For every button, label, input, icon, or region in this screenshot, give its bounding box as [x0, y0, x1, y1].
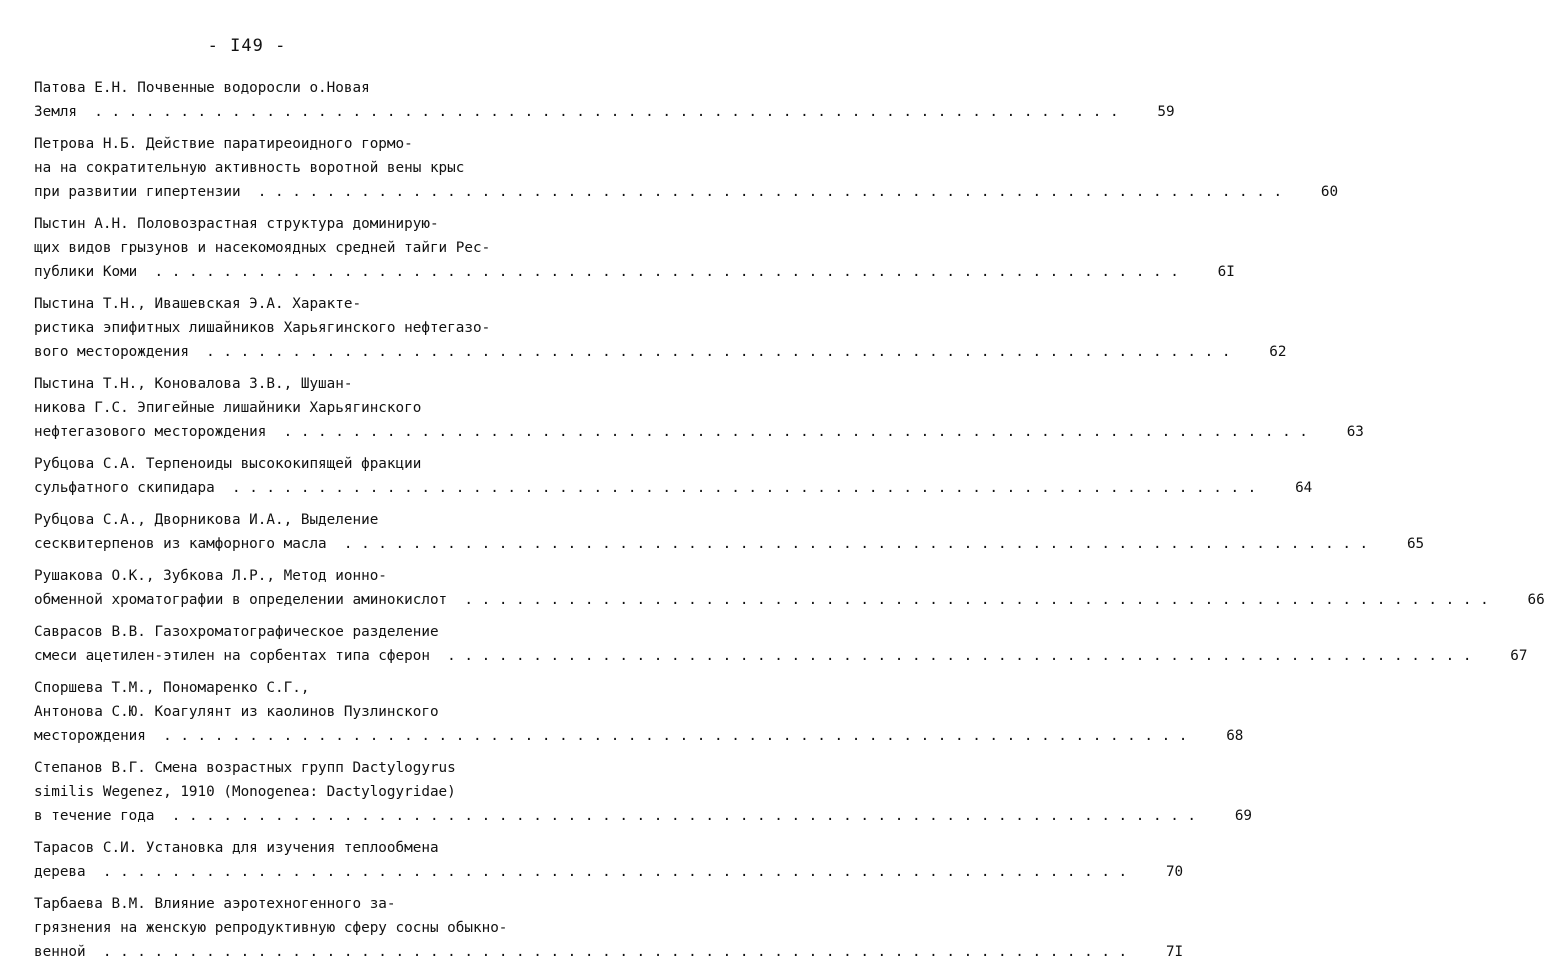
toc-entry: [34, 564, 1545, 612]
toc-entry-line: [34, 476, 1313, 500]
toc-entry-line: [34, 396, 600, 420]
toc-page-number: 70: [1165, 864, 1184, 880]
toc-entry-line: [34, 700, 600, 724]
toc-entry-line: [34, 316, 600, 340]
toc-page-number: 68: [1226, 728, 1244, 744]
toc-entry-text: месторождения: [34, 728, 146, 744]
toc-entry-line: [34, 836, 600, 860]
toc-entry-line: [34, 76, 600, 100]
toc-entry-text: Антонова С.Ю. Коагулянт из каолинов Пузлинского: [34, 704, 439, 720]
toc-entry-text: обменной хроматографии в определении аминокислот: [34, 592, 448, 608]
toc-entry-line: [34, 724, 1244, 748]
toc-entry-text: Споршева Т.М., Пономаренко С.Г.,: [34, 680, 310, 696]
dot-leader: . . . . . . . . . . . . . . . . . . . . . . . . . . . . . . . . . . . . . . . . . . . . . . . . . . . . . . . . . . . .: [85, 944, 1128, 960]
toc-entry-text: Пыстина Т.Н., Ивашевская Э.А. Характе-: [34, 296, 362, 312]
toc-entry-text: в течение года: [34, 808, 155, 824]
toc-entry: [34, 676, 1244, 748]
toc-entry-line: [34, 620, 600, 644]
dot-leader: . . . . . . . . . . . . . . . . . . . . . . . . . . . . . . . . . . . . . . . . . . . . . . . . . . . . . . . . . . . .: [214, 480, 1257, 496]
toc-entry-line: [34, 940, 1184, 964]
toc-entry-text: нефтегазового месторождения: [34, 424, 267, 440]
toc-entry-line: [34, 180, 1339, 204]
toc-page-number: 69: [1234, 808, 1253, 824]
toc-entry-text: сесквитерпенов из камфорного масла: [34, 536, 327, 552]
toc-entry-text: сульфатного скипидара: [34, 480, 215, 496]
toc-entry: [34, 76, 1175, 124]
toc-entry-text: никова Г.С. Эпигейные лишайники Харьягинского: [34, 400, 422, 416]
page-number: - I49 -: [207, 36, 287, 56]
toc-entry: [34, 212, 1235, 284]
toc-entry: [34, 892, 1184, 964]
toc-entry-line: [34, 532, 1425, 556]
toc-entry-line: [34, 916, 600, 940]
toc-entry-text: Рушакова О.К., Зубкова Л.Р., Метод ионно-: [34, 568, 387, 584]
dot-leader: . . . . . . . . . . . . . . . . . . . . . . . . . . . . . . . . . . . . . . . . . . . . . . . . . . . . . . . . . . . .: [429, 648, 1472, 664]
toc-entry-line: [34, 676, 600, 700]
dot-leader: . . . . . . . . . . . . . . . . . . . . . . . . . . . . . . . . . . . . . . . . . . . . . . . . . . . . . . . . . . . .: [137, 264, 1179, 280]
toc-entry: [34, 508, 1425, 556]
toc-entry-line: [34, 212, 600, 236]
toc-entry-line: [34, 156, 600, 180]
toc-entry-text: Петрова Н.Б. Действие паратиреоидного гормо-: [34, 136, 413, 152]
toc-entry-text: вого месторождения: [34, 344, 189, 360]
toc-entry-text: Саврасов В.В. Газохроматографическое разделение: [34, 624, 439, 640]
toc-entry-text: Пыстина Т.Н., Коновалова З.В., Шушан-: [34, 376, 353, 392]
toc-entry-text: при развитии гипертензии: [34, 184, 241, 200]
toc-entry-line: [34, 132, 600, 156]
toc-entry-line: [34, 508, 600, 532]
toc-entry-line: [34, 340, 1287, 364]
toc-entry-text: Пыстин А.Н. Половозрастная структура доминирую-: [34, 216, 439, 232]
toc-entry-line: [34, 756, 600, 780]
toc-entry-line: [34, 860, 1184, 884]
toc-page-number: 60: [1320, 184, 1339, 200]
toc-entry-line: [34, 260, 1235, 284]
dot-leader: . . . . . . . . . . . . . . . . . . . . . . . . . . . . . . . . . . . . . . . . . . . . . . . . . . . . . . . . . . . .: [447, 592, 1489, 608]
toc-entry: [34, 132, 1339, 204]
toc-entry-text: similis Wegenez, 1910 (Monogenea: Dactylogyridae): [34, 784, 456, 800]
dot-leader: . . . . . . . . . . . . . . . . . . . . . . . . . . . . . . . . . . . . . . . . . . . . . . . . . . . . . . . . . . . .: [154, 808, 1197, 824]
toc-page-number: 6I: [1217, 264, 1235, 280]
toc-page-number: 66: [1527, 592, 1545, 608]
toc-entry-line: [34, 892, 600, 916]
toc-entry-line: [34, 452, 600, 476]
toc-entry-text: щих видов грызунов и насекомоядных средней тайги Рес-: [34, 240, 491, 256]
toc-entry-line: [34, 564, 600, 588]
toc-entry: [34, 372, 1364, 444]
dot-leader: . . . . . . . . . . . . . . . . . . . . . . . . . . . . . . . . . . . . . . . . . . . . . . . . . . . . . . . . . . . .: [326, 536, 1369, 552]
toc-entry: [34, 292, 1287, 364]
toc-entry-line: [34, 372, 600, 396]
toc-entry: [34, 452, 1313, 500]
toc-entry-line: [34, 588, 1545, 612]
toc-entry-line: [34, 780, 600, 804]
dot-leader: . . . . . . . . . . . . . . . . . . . . . . . . . . . . . . . . . . . . . . . . . . . . . . . . . . . . . . . . . . . .: [188, 344, 1231, 360]
toc-page-number: 64: [1295, 480, 1313, 496]
toc-entry-text: ристика эпифитных лишайников Харьягинского нефтегазо-: [34, 320, 491, 336]
toc-entry-line: [34, 236, 600, 260]
dot-leader: . . . . . . . . . . . . . . . . . . . . . . . . . . . . . . . . . . . . . . . . . . . . . . . . . . . . . . . . . . . .: [77, 104, 1119, 120]
toc-page-number: 59: [1157, 104, 1175, 120]
toc-entry-text: Степанов В.Г. Смена возрастных групп Dactylogyrus: [34, 760, 456, 776]
toc-entry: [34, 756, 1253, 828]
dot-leader: . . . . . . . . . . . . . . . . . . . . . . . . . . . . . . . . . . . . . . . . . . . . . . . . . . . . . . . . . . . .: [240, 184, 1283, 200]
toc-entry-text: на на сократительную активность воротной вены крыс: [34, 160, 465, 176]
toc-entry-line: [34, 420, 1364, 444]
toc-entry: [34, 620, 1528, 668]
toc-page-number: 62: [1269, 344, 1287, 360]
toc-page-number: 65: [1406, 536, 1425, 552]
toc-page-number: 7I: [1165, 944, 1184, 960]
toc-entry-line: [34, 644, 1528, 668]
table-of-contents: [34, 76, 1545, 972]
toc-entry-text: грязнения на женскую репродуктивную сферу сосны обыкно-: [34, 920, 508, 936]
toc-entry-text: Тарбаева В.М. Влияние аэротехногенного за-: [34, 896, 396, 912]
dot-leader: . . . . . . . . . . . . . . . . . . . . . . . . . . . . . . . . . . . . . . . . . . . . . . . . . . . . . . . . . . . .: [266, 424, 1308, 440]
toc-entry: [34, 836, 1184, 884]
toc-entry-text: Рубцова С.А., Дворникова И.А., Выделение: [34, 512, 379, 528]
toc-entry-text: смеси ацетилен-этилен на сорбентах типа сферон: [34, 648, 430, 664]
toc-entry-text: Земля: [34, 104, 78, 120]
toc-page-number: 67: [1510, 648, 1528, 664]
dot-leader: . . . . . . . . . . . . . . . . . . . . . . . . . . . . . . . . . . . . . . . . . . . . . . . . . . . . . . . . . . . .: [145, 728, 1188, 744]
dot-leader: . . . . . . . . . . . . . . . . . . . . . . . . . . . . . . . . . . . . . . . . . . . . . . . . . . . . . . . . . . . .: [85, 864, 1128, 880]
toc-entry-line: [34, 804, 1253, 828]
toc-entry-text: публики Коми: [34, 264, 138, 280]
toc-entry-text: венной: [34, 944, 86, 960]
toc-entry-line: [34, 100, 1175, 124]
toc-entry-text: Тарасов С.И. Установка для изучения теплообмена: [34, 840, 439, 856]
toc-page-number: 63: [1346, 424, 1364, 440]
toc-entry-text: Рубцова С.А. Терпеноиды высококипящей фракции: [34, 456, 422, 472]
toc-entry-line: [34, 292, 600, 316]
toc-entry-text: дерева: [34, 864, 86, 880]
toc-entry-text: Патова Е.Н. Почвенные водоросли о.Новая: [34, 80, 370, 96]
